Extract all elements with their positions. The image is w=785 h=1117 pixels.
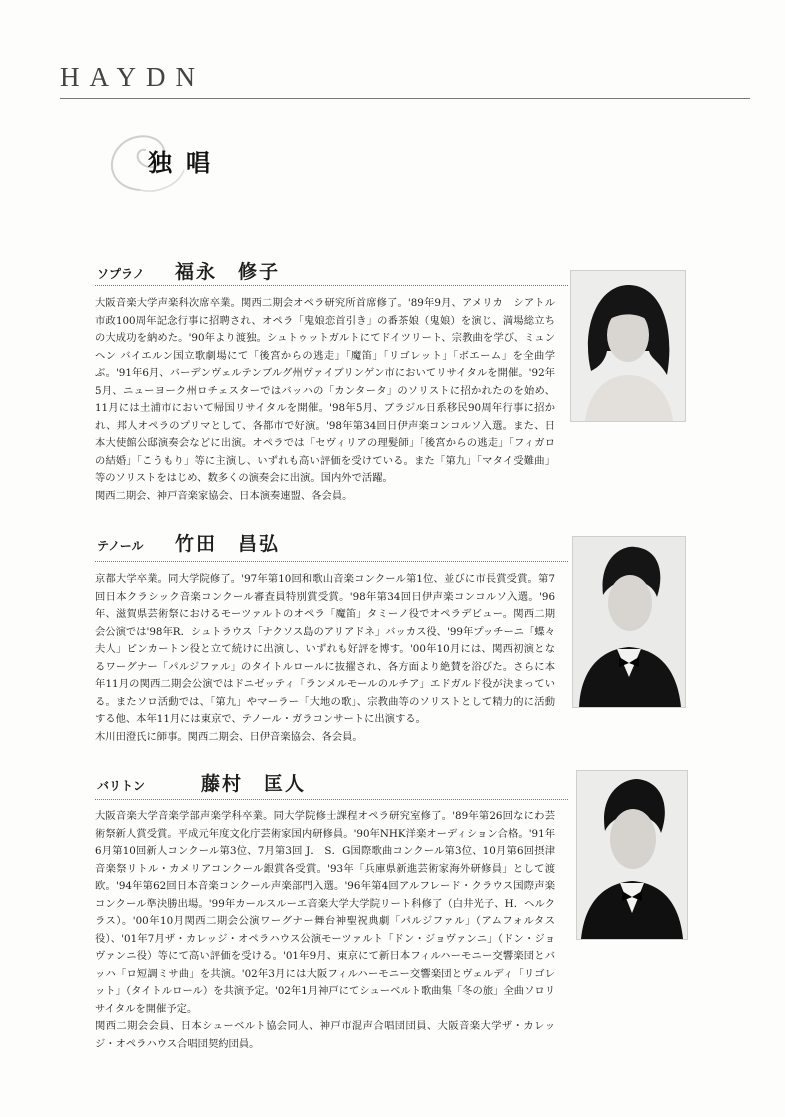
- performer-name: 藤村 匡人: [201, 773, 307, 795]
- voice-type-label: バリトン: [97, 779, 146, 793]
- performer-bio: [95, 571, 555, 746]
- dotted-divider: [95, 799, 568, 800]
- performer-bio: [95, 808, 555, 1053]
- voice-type-label: テノール: [97, 539, 144, 553]
- page-header: [60, 62, 750, 92]
- affiliation-text: 木川田澄氏に師事。関西二期会、日伊音楽協会、各会員。: [95, 730, 363, 743]
- performer-name: 竹田 昌弘: [175, 533, 281, 555]
- performer-photo-tenor: [572, 536, 686, 708]
- performer-bio: [95, 295, 555, 505]
- dotted-divider: [95, 285, 568, 286]
- header-rule: [60, 98, 750, 99]
- performer-photo-baritone: [576, 770, 688, 940]
- voice-type-label: ソプラノ: [97, 267, 145, 281]
- affiliation-text: 関西二期会、神戸音楽家協会、日本演奏連盟、各会員。: [95, 489, 353, 502]
- dotted-divider: [95, 561, 568, 562]
- performer-photo-soprano: [570, 270, 686, 422]
- affiliation-text: 関西二期会会員、日本シューベルト協会同人、神戸市混声合唱団団員、大阪音楽大学ザ・カレッジ・オペラハウス合唱団契約団員。: [95, 1020, 555, 1050]
- performer-name: 福永 修子: [175, 261, 281, 283]
- header-title: HAYDN: [60, 62, 206, 92]
- section-title: 独唱: [148, 148, 224, 177]
- bio-text: 京都大学卒業。同大学院修了。'97年第10回和歌山音楽コンクール第1位、並びに市長賞受賞。第7回日本クラシック音楽コンクール審査員特別賞受賞。'98年第34回日伊声楽コンコルソ入選。'96年、滋賀県芸術祭におけるモーツァルトのオペラ「魔笛」タミーノ役でオペラデビュー。関西二期会公演では'98年R．シュトラウス「ナクソス島のアリアドネ」バッカス役、'99年プッチーニ「蝶々夫人」ピンカートン役と立て続けに出演し、いずれも好評を博す。'00年10月には、関西初演となるワーグナー「パルジファル」のタイトルロールに抜擢され、各方面より絶賛を浴びた。さらに本年11月の関西二期会公演ではドニゼッティ「ランメルモールのルチア」エドガルド役が決まっている。またソロ活動では、「第九」やマーラー「大地の歌」、宗教曲等のソリストとして精力的に活動する他、本年11月には東京で、テノール・ガラコンサートに出演する。: [95, 573, 555, 725]
- bio-text: 大阪音楽大学音楽学部声楽学科卒業。同大学院修士課程オペラ研究室修了。'89年第26回なにわ芸術祭新人賞受賞。平成元年度文化庁芸術家国内研修員。'90年NHK洋楽オーディション合格。'91年6月第10回新人コンクール第3位、7月第3回 J． S．G国際歌曲コンクール第3位、10月第6回摂津音楽祭リトル・カメリアコンクール銀賞各受賞。'93年「兵庫県新進芸術家海外研修員」として渡欧。'94年第62回日本音楽コンクール声楽部門入選。'96年第4回アルフレード・クラウス国際声楽コンクール準決勝出場。'99年カールスルーエ音楽大学大学院リート科修了（白井光子、H．ヘルクラス）。'00年10月関西二期会公演ワーグナー舞台神聖祝典劇「パルジファル」（アムフォルタス役）、'01年7月ザ・カレッジ・オペラハウス公演モーツァルト「ドン・ジョヴァンニ」（ドン・ジョヴァンニ役）等にて高い評価を受ける。'01年9月、東京にて新日本フィルハーモニー交響楽団とバッハ「ロ短調ミサ曲」を共演。'02年3月には大阪フィルハーモニー交響楽団とヴェルディ「リゴレット」（タイトルロール）を共演予定。'02年1月神戸にてシューベルト歌曲集「冬の旅」全曲ソロリサイタルを開催予定。: [95, 810, 555, 1015]
- bio-text: 大阪音楽大学声楽科次席卒業。関西二期会オペラ研究所首席修了。'89年9月、アメリカ シアトル市政100周年記念行事に招聘され、オペラ「鬼娘恋首引き」の番茶娘（鬼娘）を演じ、満場総立ちの大成功を納めた。'90年より渡独。シュトゥットガルトにてドイツリート、宗教曲を学び、ミュンヘン バイエルン国立歌劇場にて「後宮からの逃走」「魔笛」「リゴレット」「ボエーム」を全曲学ぶ。'91年6月、バーデンヴェルテンブルグ州ヴァイブリンゲン市においてリサイタルを開催。'92年5月、ニューヨーク州ロチェスターではバッハの「カンタータ」のソリストに招かれたのを始め、11月には土浦市において帰国リサイタルを開催。'98年5月、ブラジル日系移民90周年行事に招かれ、邦人オペラのプリマとして、各都市で好演。'98年第34回日伊声楽コンコルソ入選。また、日本大使館公邸演奏会などに出演。オペラでは「セヴィリアの理髪師」「後宮からの逃走」「フィガロの結婚」「こうもり」等に主演し、いずれも高い評価を受けている。また「第九」「マタイ受難曲」等のソリストをはじめ、数多くの演奏会に出演。国内外で活躍。: [95, 297, 555, 484]
